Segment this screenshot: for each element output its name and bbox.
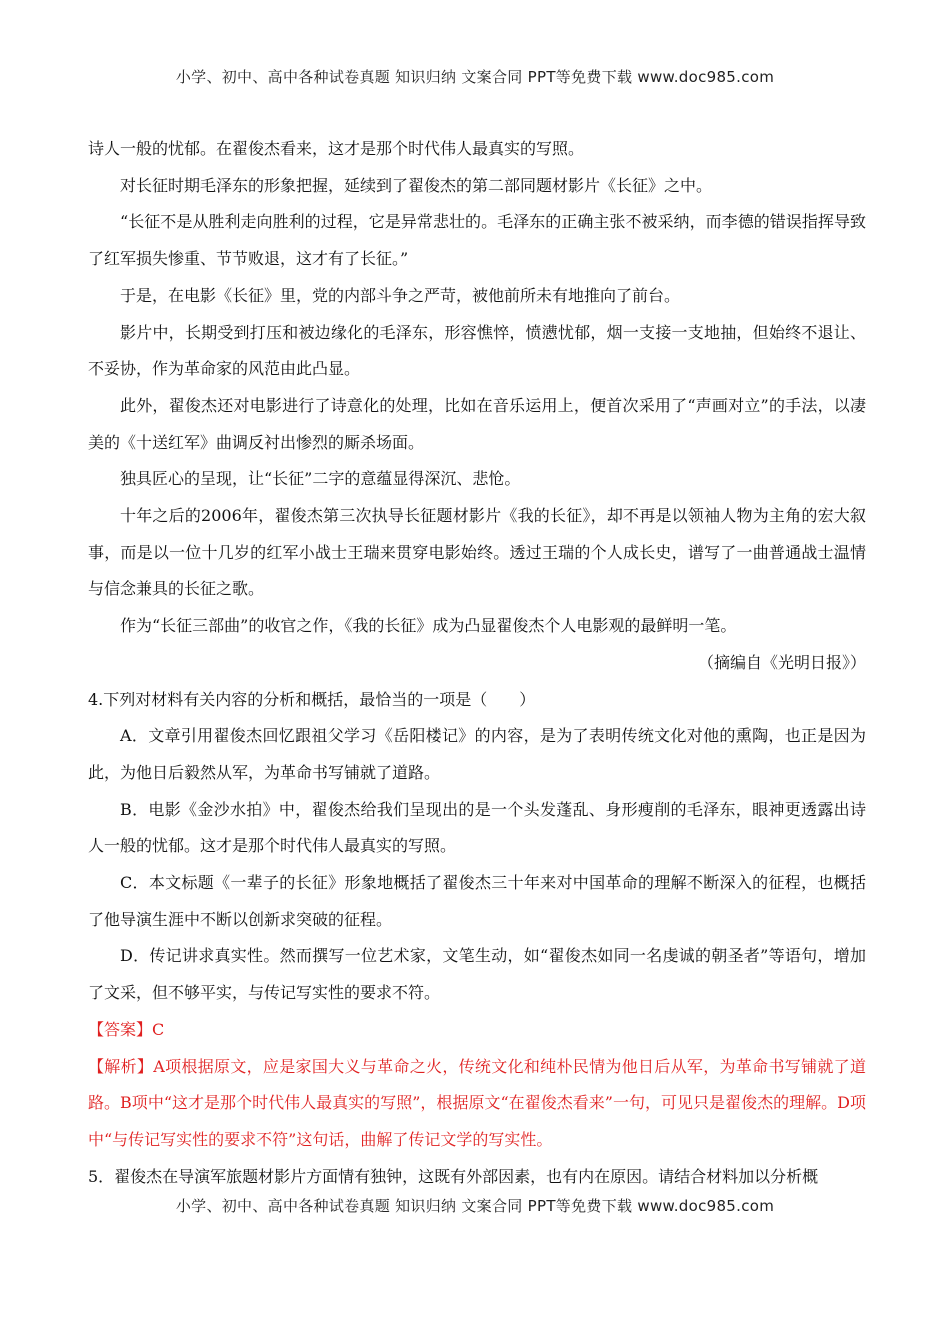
- paragraph-9: 作为“长征三部曲”的收官之作，《我的长征》成为凸显翟俊杰个人电影观的最鲜明一笔。: [120, 616, 737, 636]
- paragraph-1: 诗人一般的忧郁。在翟俊杰看来，这才是那个时代伟人最真实的写照。: [88, 139, 585, 158]
- analysis-text: A项根据原文，应是家国大义与革命之火，传统文化和纯朴民情为他日后从军，为革命书写铺就了道路。B项中“这才是那个时代伟人最真实的写照”，根据原文“在翟俊杰看来”一句，可见只是翟俊杰的理解。D项中“与传记写实性的要求不符”这句话，曲解了传记文学的写实性。: [88, 1056, 866, 1149]
- document-body: [88, 131, 866, 1195]
- paragraph-2: 对长征时期毛泽东的形象把握，延续到了翟俊杰的第二部同题材影片《长征》之中。: [120, 175, 713, 195]
- source-citation: （摘编自《光明日报》）: [697, 652, 866, 672]
- question-4-option-d: D．传记讲求真实性。然而撰写一位艺术家，文笔生动，如“翟俊杰如同一名虔诚的朝圣者”等语句，增加了文采，但不够平实，与传记写实性的要求不符。: [88, 946, 866, 1003]
- answer-line: [88, 1012, 866, 1049]
- question-4-option-b: B．电影《金沙水拍》中，翟俊杰给我们呈现出的是一个头发蓬乱、身形瘦削的毛泽东，眼神更透露出诗人一般的忧郁。这才是那个时代伟人最真实的写照。: [88, 799, 866, 856]
- page-footer: 小学、初中、高中各种试卷真题 知识归纳 文案合同 PPT等免费下载 www.doc985.com: [175, 1197, 775, 1215]
- answer-value: C: [152, 1019, 165, 1039]
- paragraph-8: 十年之后的2006年，翟俊杰第三次执导长征题材影片《我的长征》，却不再是以领袖人物为主角的宏大叙事，而是以一位十几岁的红军小战士王瑞来贯穿电影始终。透过王瑞的个人成长史，谱写了一曲普通战士温情与信念兼具的长征之歌。: [88, 506, 866, 599]
- paragraph-6: 此外，翟俊杰还对电影进行了诗意化的处理，比如在音乐运用上，便首次采用了“声画对立”的手法，以凄美的《十送红军》曲调反衬出惨烈的厮杀场面。: [88, 395, 866, 452]
- answer-label: 【答案】: [88, 1019, 153, 1039]
- paragraph-4: 于是，在电影《长征》里，党的内部斗争之严苛，被他前所未有地推向了前台。: [120, 285, 681, 305]
- question-5-stem: 5．翟俊杰在导演军旅题材影片方面情有独钟，这既有外部因素，也有内在原因。请结合材料加以分析概: [88, 1166, 819, 1186]
- page-header: 小学、初中、高中各种试卷真题 知识归纳 文案合同 PPT等免费下载 www.doc985.com: [175, 68, 775, 86]
- paragraph-5: 影片中，长期受到打压和被边缘化的毛泽东，形容憔悴，愤懑忧郁，烟一支接一支地抽，但始终不退让、不妥协，作为革命家的风范由此凸显。: [88, 322, 866, 379]
- paragraph-3-quote: “长征不是从胜利走向胜利的过程，它是异常悲壮的。毛泽东的正确主张不被采纳，而李德的错误指挥导致了红军损失惨重、节节败退，这才有了长征。”: [88, 212, 866, 269]
- question-4-stem: 4.下列对材料有关内容的分析和概括，最恰当的一项是（ ）: [88, 689, 536, 709]
- question-4-option-a: A．文章引用翟俊杰回忆跟祖父学习《岳阳楼记》的内容，是为了表明传统文化对他的熏陶，也正是因为此，为他日后毅然从军，为革命书写铺就了道路。: [88, 726, 866, 782]
- analysis-paragraph: [88, 1049, 866, 1159]
- analysis-label: 【解析】: [88, 1056, 154, 1076]
- question-4-option-c: C．本文标题《一辈子的长征》形象地概括了翟俊杰三十年来对中国革命的理解不断深入的征程，也概括了他导演生涯中不断以创新求突破的征程。: [88, 873, 866, 929]
- paragraph-7: 独具匠心的呈现，让“长征”二字的意蕴显得深沉、悲怆。: [120, 469, 521, 489]
